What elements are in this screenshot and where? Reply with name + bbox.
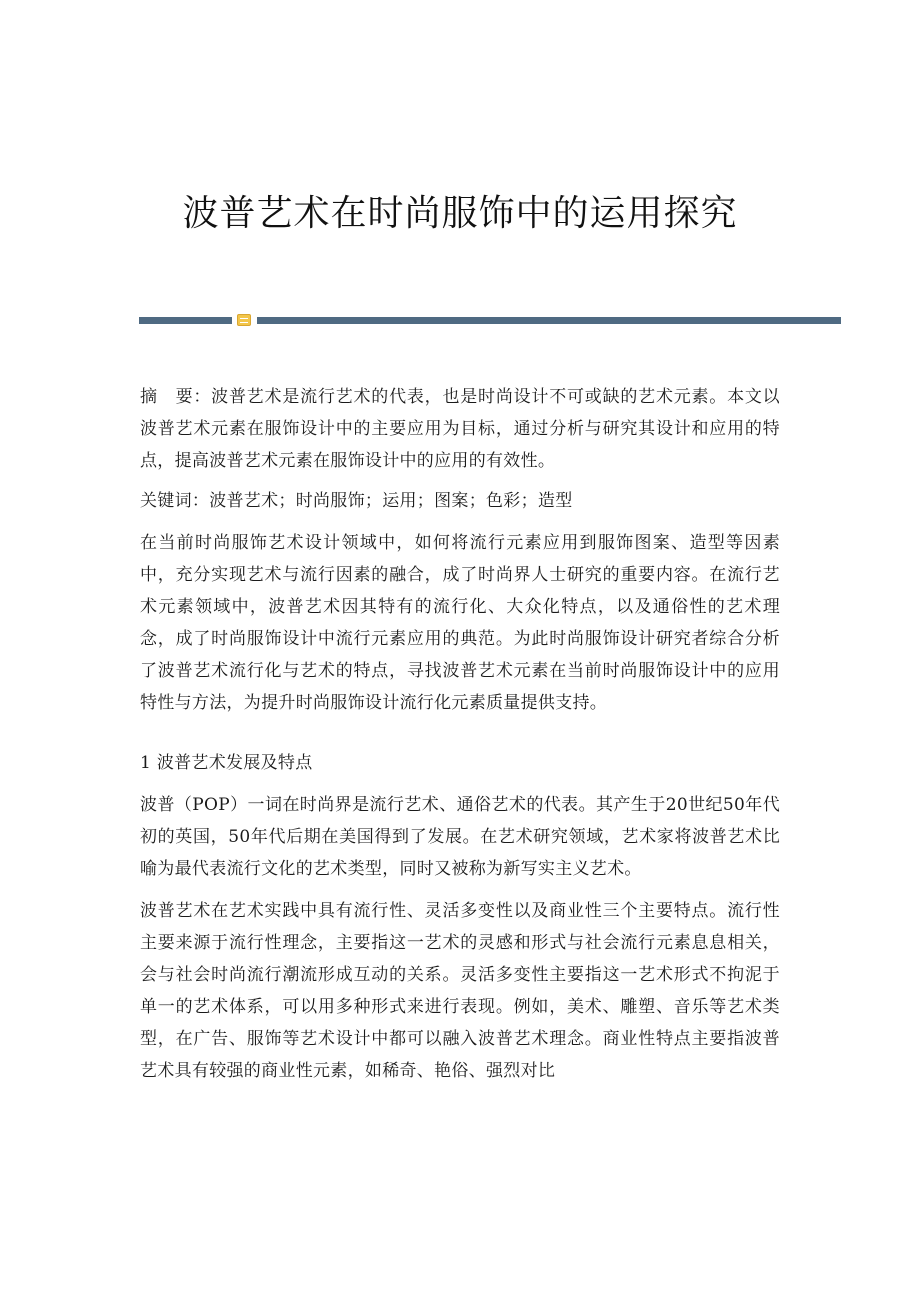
abstract-paragraph: 摘 要：波普艺术是流行艺术的代表，也是时尚设计不可或缺的艺术元素。本文以波普艺术元素在服饰设计中的主要应用为目标，通过分析与研究其设计和应用的特点，提高波普艺术元素在服饰设计中的应用的有效性。 (140, 387, 780, 471)
document-body (140, 381, 780, 1097)
section1-paragraph-2: 波普艺术在艺术实践中具有流行性、灵活多变性以及商业性三个主要特点。流行性主要来源于流行性理念，主要指这一艺术的灵感和形式与社会流行元素息息相关，会与社会时尚流行潮流形成互动的关系。灵活多变性主要指这一艺术形式不拘泥于单一的艺术体系，可以用多种形式来进行表现。例如，美术、雕塑、音乐等艺术类型，在广告、服饰等艺术设计中都可以融入波普艺术理念。商业性特点主要指波普艺术具有较强的商业性元素，如稀奇、艳俗、强烈对比 (140, 901, 780, 1081)
section-heading-1: 1 波普艺术发展及特点 (140, 753, 313, 773)
document-title: 波普艺术在时尚服饰中的运用探究 (182, 193, 738, 234)
divider-ornament-icon (237, 314, 251, 326)
section1-paragraph-1: 波普（POP）一词在时尚界是流行艺术、通俗艺术的代表。其产生于20世纪50年代初的英国，50年代后期在美国得到了发展。在艺术研究领域，艺术家将波普艺术比喻为最代表流行文化的艺术类型，同时又被称为新写实主义艺术。 (140, 795, 780, 879)
keywords-line: 关键词：波普艺术；时尚服饰；运用；图案；色彩；造型 (140, 491, 573, 511)
intro-paragraph: 在当前时尚服饰艺术设计领域中，如何将流行元素应用到服饰图案、造型等因素中，充分实现艺术与流行因素的融合，成了时尚界人士研究的重要内容。在流行艺术元素领域中，波普艺术因其特有的流行化、大众化特点，以及通俗性的艺术理念，成了时尚服饰设计中流行元素应用的典范。为此时尚服饰设计研究者综合分析了波普艺术流行化与艺术的特点，寻找波普艺术元素在当前时尚服饰设计中的应用特性与方法，为提升时尚服饰设计流行化元素质量提供支持。 (140, 533, 780, 713)
divider-bar-right (257, 317, 841, 324)
divider-bar-left (139, 317, 232, 324)
title-divider (139, 313, 841, 327)
